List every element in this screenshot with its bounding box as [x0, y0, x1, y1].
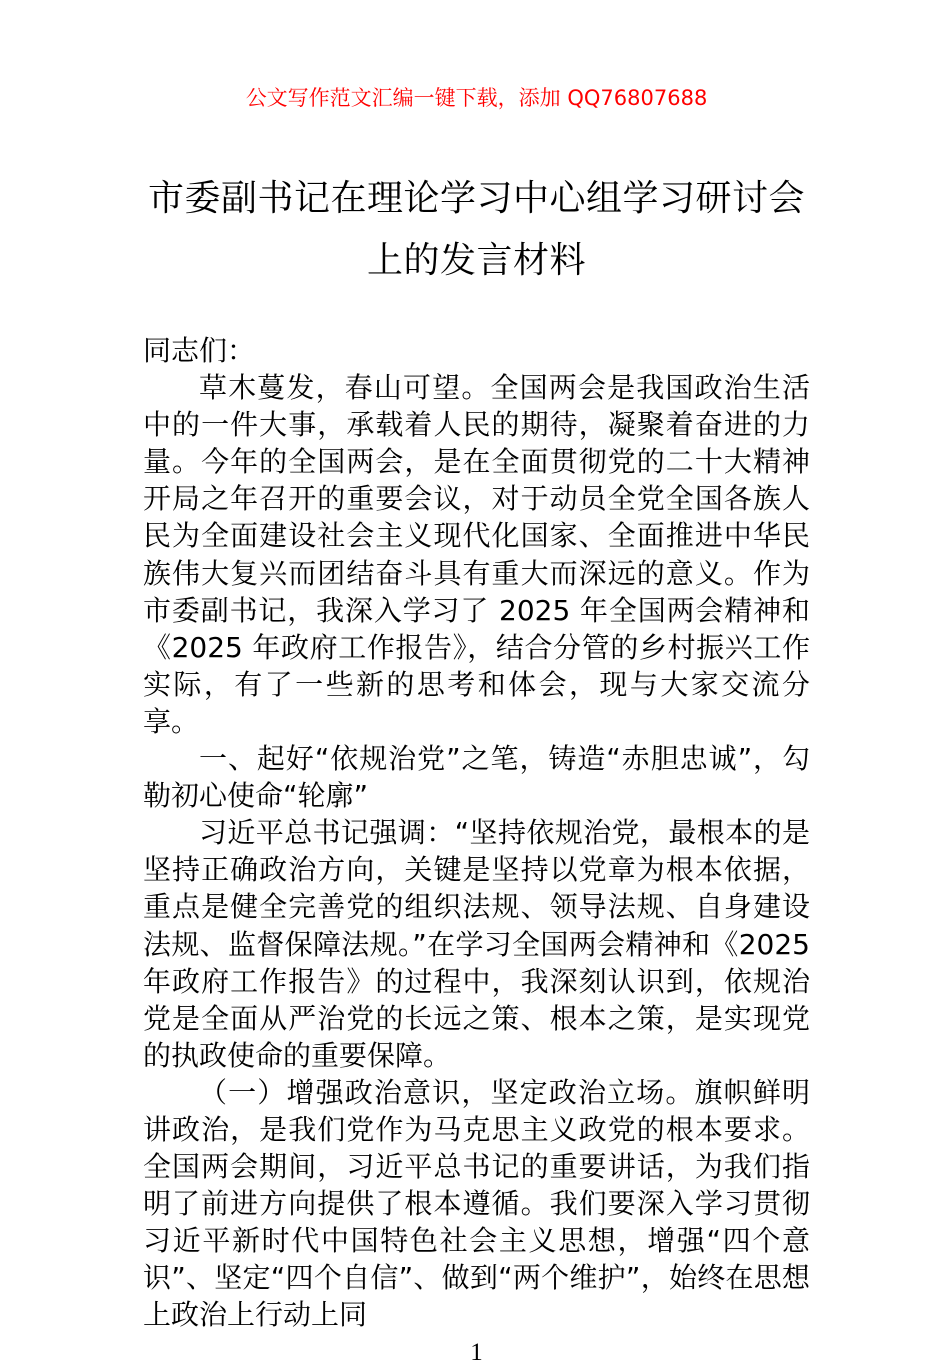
paragraph-intro: 草木蔓发，春山可望。全国两会是我国政治生活中的一件大事，承载着人民的期待，凝聚着奋进的力量。今年的全国两会，是在全面贯彻党的二十大精神开局之年召开的重要会议，对于动员全党全国各族人民为全面建设社会主义现代化国家、全面推进中华民族伟大复兴而团结奋斗具有重大而深远的意义。作为市委副书记，我深入学习了 2025 年全国两会精神和《2025 年政府工作报告》，结合分管的乡村振兴工作实际，有了一些新的思考和体会，现与大家交流分享。 — [143, 371, 810, 738]
section-heading: 一、起好“依规治党”之笔，铸造“赤胆忠诚”，勾勒初心使命“轮廓” — [143, 742, 810, 813]
document-title: 市委副书记在理论学习中心组学习研讨会上的发言材料 — [147, 178, 805, 281]
document-body — [143, 332, 810, 1334]
promo-banner: 公文写作范文汇编一键下载，添加 QQ76807688 — [245, 86, 708, 110]
paragraph-quote: 习近平总书记强调：“坚持依规治党，最根本的是坚持正确政治方向，关键是坚持以党章为根本依据，重点是健全完善党的组织法规、领导法规、自身建设法规、监督保障法规。”在学习全国两会精神和《2025 年政府工作报告》的过程中，我深刻认识到，依规治党是全面从严治党的长远之策、根本之策，是实现党的执政使命的重要保障。 — [143, 816, 810, 1072]
salutation: 同志们： — [143, 334, 256, 367]
paragraph-subsection: （一）增强政治意识，坚定政治立场。旗帜鲜明讲政治，是我们党作为马克思主义政党的根本要求。全国两会期间，习近平总书记的重要讲话，为我们指明了前进方向提供了根本遵循。我们要深入学习贯彻习近平新时代中国特色社会主义思想，增强“四个意识”、坚定“四个自信”、做到“两个维护”，始终在思想上政治上行动上同 — [143, 1075, 810, 1332]
page-number: 1 — [470, 1338, 483, 1366]
